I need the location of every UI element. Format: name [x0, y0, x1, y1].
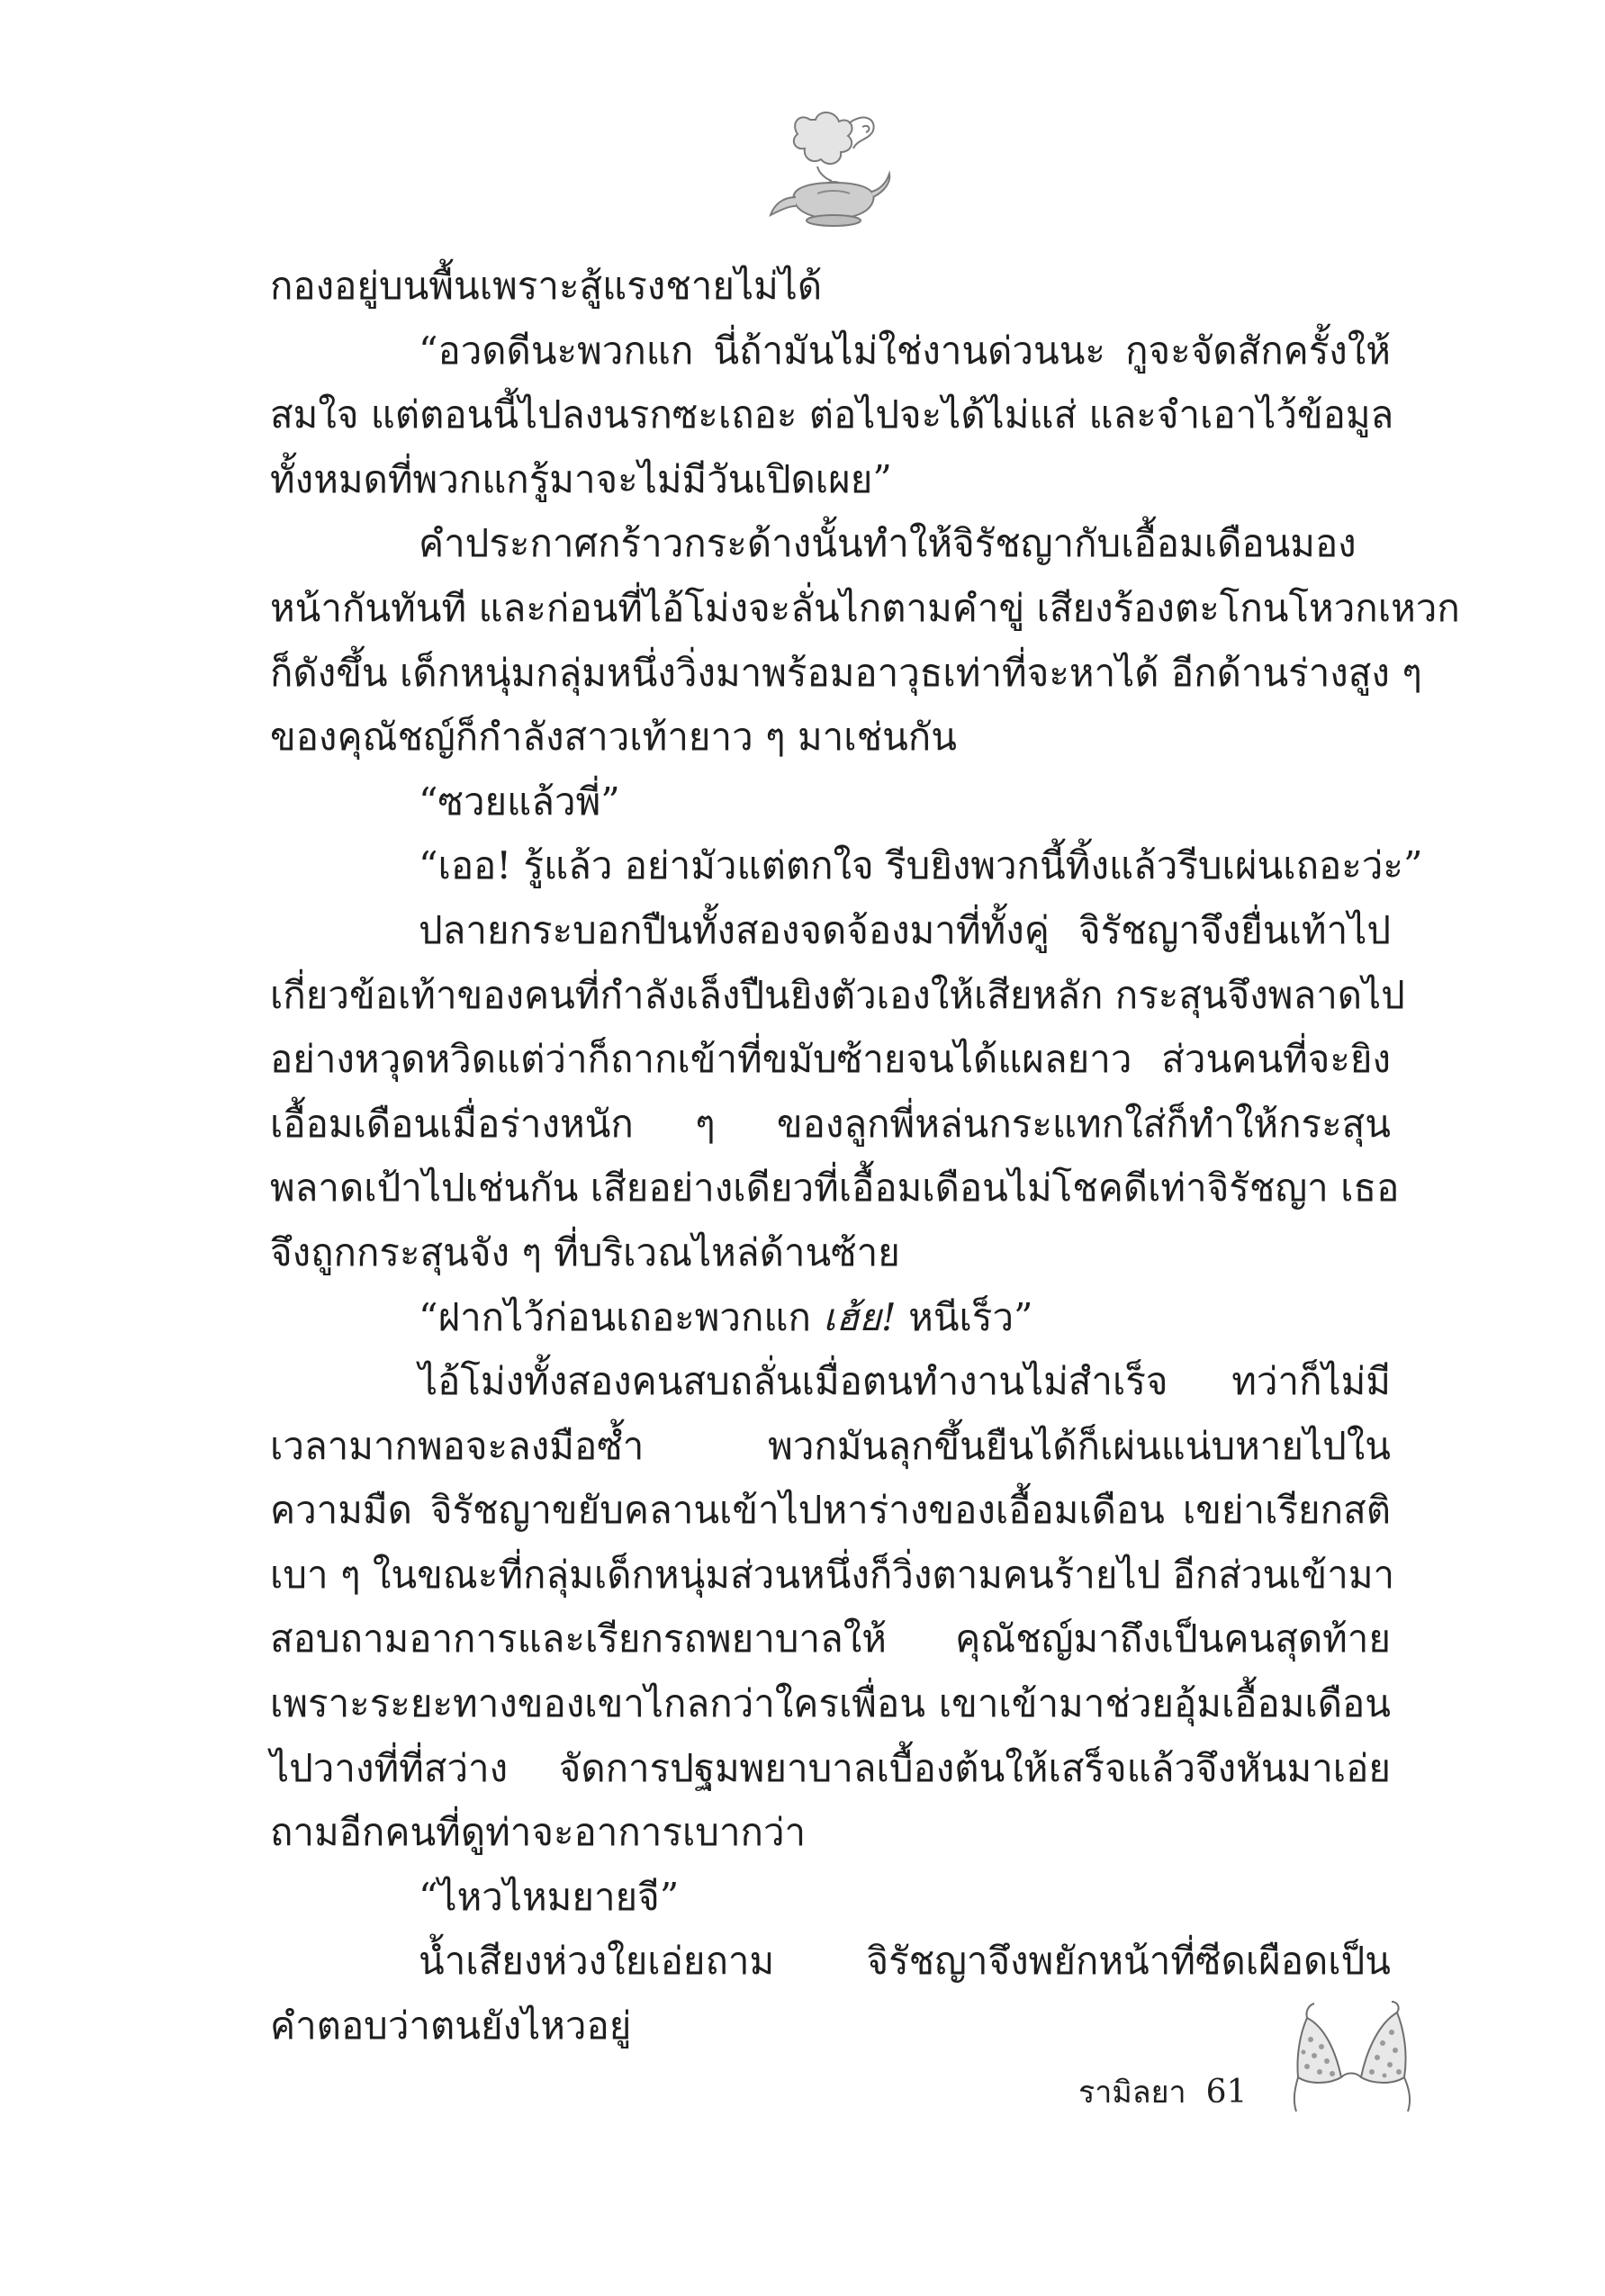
text-line-content: ไอ้โม่งทั้งสองคนสบถลั่นเมื่อตนทำงานไม่สำเร็จ ทว่าก็ไม่มี — [419, 1359, 1391, 1404]
text-line-content: เบา ๆ ในขณะที่กลุ่มเด็กหนุ่มส่วนหนึ่งก็วิ่งตามคนร้ายไป อีกส่วนเข้ามา — [270, 1552, 1395, 1597]
teapot-genie-icon — [763, 104, 894, 239]
text-line-content: คำประกาศกร้าวกระด้างนั้นทำให้จิรัชญากับเอื้อมเดือนมอง — [419, 521, 1357, 566]
text-line-content: ทั้งหมดที่พวกแกรู้มาจะไม่มีวันเปิดเผย” — [270, 456, 892, 501]
text-line-content: จึงถูกกระสุนจัง ๆ ที่บริเวณไหล่ด้านซ้าย — [270, 1229, 900, 1274]
text-line — [270, 1671, 1391, 1736]
text-line — [270, 511, 1391, 576]
text-line — [270, 1156, 1400, 1220]
text-line — [270, 1929, 1391, 1994]
text-line — [270, 1027, 1391, 1092]
author-name: รามิลยา — [1078, 2075, 1186, 2111]
text-line-content: ปลายกระบอกปืนทั้งสองจดจ้องมาที่ทั้งคู่ จิรัชญาจึงยื่นเท้าไป — [419, 907, 1391, 952]
text-line — [270, 770, 1391, 834]
text-line-content: เพราะระยะทางของเขาไกลกว่าใครเพื่อน เขาเข้ามาช่วยอุ้มเอื้อมเดือน — [270, 1681, 1391, 1726]
text-line-content: “ซวยแล้วพี่” — [419, 779, 620, 824]
text-line — [270, 705, 1391, 770]
text-line — [270, 1414, 1391, 1479]
body-text — [270, 254, 1460, 2058]
text-line-content: “อวดดีนะพวกแก นี่ถ้ามันไม่ใช่งานด่วนนะ กูจะจัดสักครั้งให้ — [419, 328, 1391, 373]
text-line-content: “เออ! รู้แล้ว อย่ามัวแต่ตกใจ รีบยิงพวกนี้ทิ้งแล้วรีบเผ่นเถอะว่ะ” — [419, 843, 1423, 888]
text-line-content: เกี่ยวข้อเท้าของคนที่กำลังเล็งปืนยิงตัวเองให้เสียหลัก กระสุนจึงพลาดไป — [270, 972, 1405, 1017]
text-line-content: คำตอบว่าตนยังไหวอยู่ — [270, 2003, 632, 2048]
text-line-content: หน้ากันทันที และก่อนที่ไอ้โม่งจะลั่นไกตามคำขู่ เสียงร้องตะโกนโหวกเหวก — [270, 585, 1460, 630]
text-line — [270, 1800, 1391, 1865]
text-line — [270, 1607, 1391, 1671]
text-line — [270, 1994, 1391, 2058]
text-line — [270, 1543, 1395, 1607]
text-line-content: อย่างหวุดหวิดแต่ว่าก็ถากเข้าที่ขมับซ้ายจนได้แผลยาว ส่วนคนที่จะยิง — [270, 1037, 1391, 1082]
text-line — [270, 1865, 1391, 1930]
text-line — [270, 254, 1391, 319]
text-line-content: ก็ดังขึ้น เด็กหนุ่มกลุ่มหนึ่งวิ่งมาพร้อมอาวุธเท่าที่จะหาได้ อีกด้านร่างสูง ๆ — [270, 650, 1422, 695]
text-line-content: น้ำเสียงห่วงใยเอ่ยถาม จิรัชญาจึงพยักหน้าที่ซีดเผือดเป็น — [419, 1939, 1391, 1984]
text-line — [270, 898, 1391, 963]
text-line — [270, 383, 1394, 447]
text-line — [270, 1478, 1391, 1543]
text-line-content: ของคุณัชญ์ก็กำลังสาวเท้ายาว ๆ มาเช่นกัน — [270, 715, 957, 760]
bikini-top-icon — [1289, 2000, 1415, 2117]
text-line-content: ถามอีกคนที่ดูท่าจะอาการเบากว่า — [270, 1810, 807, 1855]
text-line — [270, 1349, 1391, 1414]
text-line — [270, 963, 1405, 1028]
text-line-content: “ไหวไหมยายจี” — [419, 1874, 680, 1919]
text-line — [270, 576, 1460, 641]
text-line-content: ความมืด จิรัชญาขยับคลานเข้าไปหาร่างของเอื้อมเดือน เขย่าเรียกสติ — [270, 1488, 1391, 1533]
page-number: 61 — [1205, 2074, 1248, 2111]
text-line — [270, 319, 1391, 383]
text-line-content: สมใจ แต่ตอนนี้ไปลงนรกซะเถอะ ต่อไปจะได้ไม่แส่ และจำเอาไว้ข้อมูล — [270, 392, 1394, 437]
text-line-content: พลาดเป้าไปเช่นกัน เสียอย่างเดียวที่เอื้อมเดือนไม่โชคดีเท่าจิรัชญา เธอ — [270, 1166, 1400, 1211]
text-line-content: ไปวางที่ที่สว่าง จัดการปฐมพยาบาลเบื้องต้นให้เสร็จแล้วจึงหันมาเอ่ย — [270, 1745, 1391, 1790]
text-line-continuation: หนีเร็ว” — [896, 1294, 1033, 1339]
text-line — [270, 1092, 1391, 1157]
italic-exclamation: เฮ้ย! — [823, 1294, 897, 1339]
text-line — [270, 833, 1423, 898]
text-line — [270, 447, 1391, 512]
text-line-content: เวลามากพอจะลงมือซ้ำ พวกมันลุกขึ้นยืนได้ก็เผ่นแน่บหายไปใน — [270, 1423, 1391, 1468]
text-line-content: สอบถามอาการและเรียกรถพยาบาลให้ คุณัชญ์มาถึงเป็นคนสุดท้าย — [270, 1616, 1391, 1661]
running-footer — [1078, 2066, 1247, 2120]
text-line — [270, 641, 1422, 706]
text-line — [270, 1220, 1391, 1285]
text-line-content: กองอยู่บนพื้นเพราะสู้แรงชายไม่ได้ — [270, 264, 823, 308]
text-line — [270, 1736, 1391, 1801]
text-line — [270, 1285, 1391, 1350]
text-line-content: “ฝากไว้ก่อนเถอะพวกแก — [419, 1294, 824, 1339]
text-line-content: เอื้อมเดือนเมื่อร่างหนัก ๆ ของลูกพี่หล่นกระแทกใส่ก็ทำให้กระสุน — [270, 1101, 1391, 1146]
